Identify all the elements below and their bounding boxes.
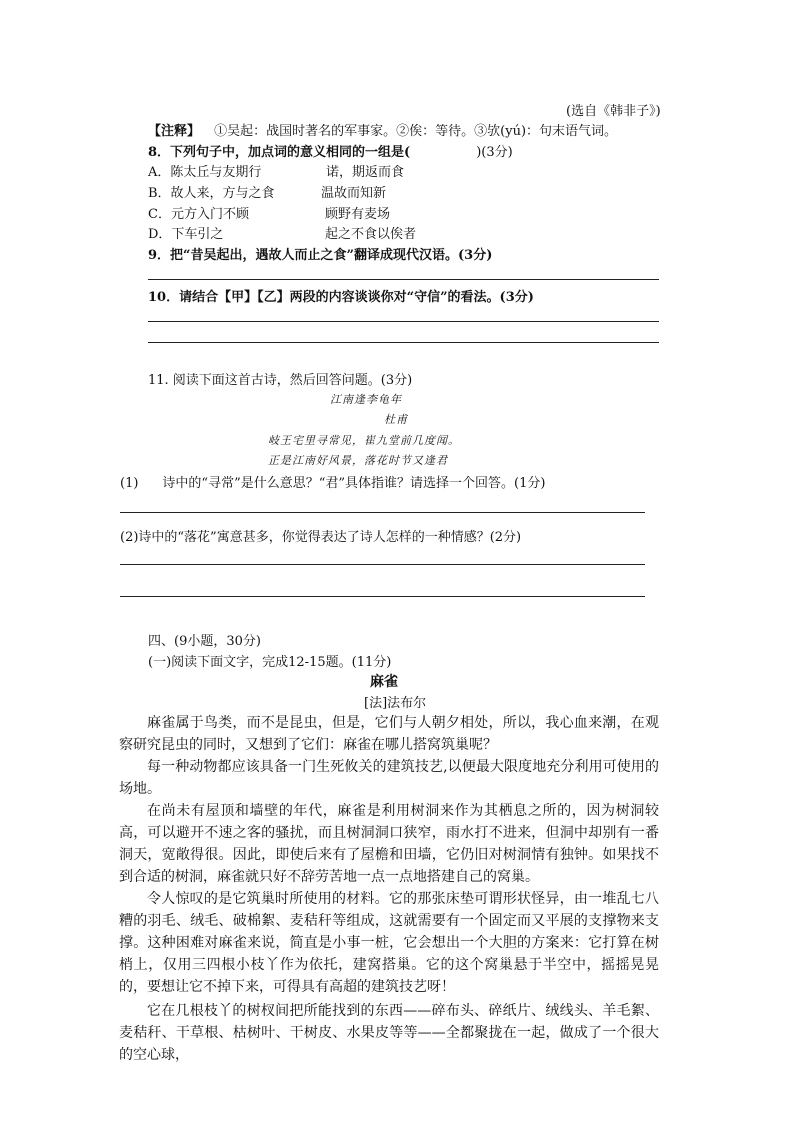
q8-stem-text: 8．下列句子中，加点词的意义相同的一组是( bbox=[148, 145, 411, 160]
q10-stem: 10．请结合【甲】【乙】两段的内容谈谈你对“守信”的看法。(3分) bbox=[148, 290, 534, 305]
poem-line-2: 正是江南好风景，落花时节又逢君 bbox=[268, 454, 448, 467]
q8-stem bbox=[148, 141, 513, 160]
q11-sub1 bbox=[120, 472, 545, 491]
section4-heading: 四、(9小题，30分) bbox=[148, 634, 261, 649]
q11-stem: 11. 阅读下面这首古诗，然后回答问题。(3分) bbox=[148, 373, 413, 388]
article-title: 麻雀 bbox=[370, 674, 398, 690]
notes-block bbox=[148, 120, 617, 139]
q10-answer-line-1[interactable] bbox=[148, 321, 659, 322]
q8-option-d: D．下车引之 bbox=[148, 227, 224, 242]
q9-answer-line[interactable] bbox=[148, 279, 659, 280]
q8-option-c: C．元方入门不顾 bbox=[148, 207, 249, 222]
q8-option-b: B．故人来，方与之食 bbox=[148, 186, 275, 201]
article-paragraph-4: 令人惊叹的是它筑巢时所使用的材料。它的那张床垫可谓形状怪异，由一堆乱七八糟的羽毛、绒毛、破棉絮、麦秸秆等组成，这就需要有一个固定而又平展的支撑物来支撑。这种困难对麻雀来说，简直是小事一桩，它会想出一个大胆的方案来：它打算在树梢上，仅用三四根小枝丫作为依托，建窝搭巢。它的这个窝巢悬于半空中，摇摇晃晃的，要想让它不掉下来，可得具有高超的建筑技艺呀！ bbox=[119, 891, 659, 995]
source-citation: (选自《韩非子》) bbox=[566, 104, 661, 119]
q8-option-b-compare: 温故而知新 bbox=[321, 186, 387, 201]
poem-author: 杜甫 bbox=[384, 413, 408, 426]
q11-sub2: (2)诗中的“落花”寓意甚多，你觉得表达了诗人怎样的一种情感？(2分) bbox=[120, 530, 522, 545]
article-author: [法]法布尔 bbox=[364, 696, 427, 711]
q10-answer-line-2[interactable] bbox=[148, 342, 659, 343]
q9-stem: 9．把“昔吴起出，遇故人而止之食”翻译成现代汉语。(3分) bbox=[148, 248, 493, 263]
poem-line-1: 岐王宅里寻常见，崔九堂前几度闻。 bbox=[268, 434, 460, 447]
article-paragraph-3: 在尚未有屋顶和墙壁的年代，麻雀是利用树洞来作为其栖息之所的，因为树洞较高，可以避开不速之客的骚扰，而且树洞洞口狭窄，雨水打不进来，但洞中却别有一番洞天，宽敞得很。因此，即使后来有了屋檐和田墙，它仍旧对树洞情有独钟。如果找不到合适的树洞，麻雀就只好不辞劳苦地一点一点地搭建自己的窝巢。 bbox=[119, 803, 659, 885]
article-paragraph-5: 它在几根枝丫的树杈间把所能找到的东西——碎布头、碎纸片、绒线头、羊毛絮、麦秸秆、干草根、枯树叶、干树皮、水果皮等等——全都聚拢在一起，做成了一个很大的空心球， bbox=[119, 1003, 659, 1063]
notes-label: 【注释】 bbox=[148, 124, 201, 139]
q8-option-a: A．陈太丘与友期行 bbox=[148, 165, 262, 180]
q11-sub2-answer-line-1[interactable] bbox=[120, 564, 645, 565]
q11-sub2-answer-line-2[interactable] bbox=[120, 596, 645, 597]
poem-title: 江南逢李龟年 bbox=[330, 393, 402, 406]
q11-sub1-num: (1) bbox=[120, 476, 139, 491]
article-paragraph-1: 麻雀属于鸟类，而不是昆虫，但是，它们与人朝夕相处，所以，我心血来潮，在观察研究昆虫的同时，又想到了它们：麻雀在哪儿搭窝筑巢呢？ bbox=[119, 715, 659, 753]
q8-option-c-compare: 顾野有麦场 bbox=[325, 207, 391, 222]
q8-option-d-compare: 起之不食以俟者 bbox=[325, 227, 417, 242]
notes-text: ①吴起：战国时著名的军事家。②俟：等待。③欤(yú)：句末语气词。 bbox=[214, 124, 618, 139]
article-paragraph-2: 每一种动物都应该具备一门生死攸关的建筑技艺,以便最大限度地充分利用可使用的场地。 bbox=[119, 759, 659, 797]
q11-sub1-answer-line[interactable] bbox=[120, 512, 645, 513]
section4-subheading: (一)阅读下面文字，完成12-15题。(11分) bbox=[148, 655, 392, 670]
q8-option-a-compare: 诺，期返而食 bbox=[326, 165, 405, 180]
q8-tail: )(3分) bbox=[476, 145, 513, 160]
q11-sub1-text: 诗中的“寻常”是什么意思？“君”具体指谁？请选择一个回答。(1分) bbox=[162, 476, 546, 491]
